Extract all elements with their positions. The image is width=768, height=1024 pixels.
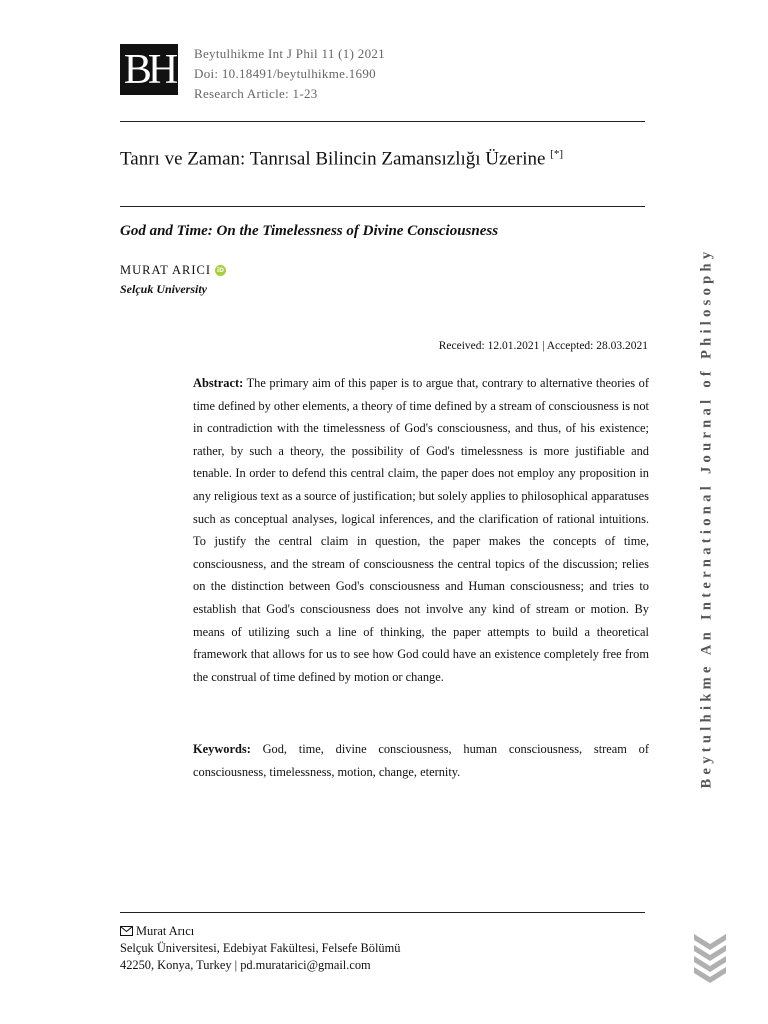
author-line — [120, 263, 226, 278]
divider-footer — [120, 912, 645, 913]
title-footnote-mark[interactable]: [*] — [550, 148, 563, 160]
article-type-line: Research Article: 1-23 — [194, 86, 318, 101]
english-title: God and Time: On the Timelessness of Divine Consciousness — [120, 223, 499, 239]
abstract-label: Abstract: — [193, 376, 244, 390]
correspondence-contact[interactable]: 42250, Konya, Turkey | pd.muratarici@gmail.com — [120, 958, 371, 972]
doi-line[interactable]: Doi: 10.18491/beytulhikme.1690 — [194, 66, 376, 81]
correspondence-address: Selçuk Üniversitesi, Edebiyat Fakültesi, Felsefe Bölümü — [120, 941, 401, 955]
chevrons-icon — [692, 930, 728, 984]
journal-logo: BH — [120, 44, 178, 95]
keywords — [193, 738, 649, 783]
author-affiliation: Selçuk University — [120, 282, 207, 296]
received-accepted-dates: Received: 12.01.2021 | Accepted: 28.03.2021 — [438, 340, 648, 352]
envelope-icon — [120, 926, 133, 936]
abstract — [193, 372, 649, 688]
correspondence-name: Murat Arıcı — [136, 924, 195, 938]
correspondence-footer — [120, 923, 400, 974]
article-meta — [194, 44, 385, 104]
keywords-label: Keywords: — [193, 742, 251, 756]
vertical-journal-name: Beytulhikme An International Journal of Philosophy — [698, 247, 715, 789]
keywords-text: God, time, divine consciousness, human consciousness, stream of consciousness, timelessness, motion, change, eternity. — [193, 742, 649, 779]
orcid-icon[interactable]: iD — [216, 267, 225, 274]
abstract-text: The primary aim of this paper is to argue that, contrary to alternative theories of time defined by other elements, a theory of time defined by a stream of consciousness is not in contradiction with the timelessness of God's consciousness, and thus, of his existence; rather, by such a theory, the possibility of God's timelessness is more justifiable and tenable. In order to defend this central claim, the paper does not employ any proposition in any religious text as a source of justification; but solely applies to philosophical apparatuses such as conceptual analyses, logical inferences, and the clarification of rational intuitions. To justify the central claim in question, the paper makes the concepts of time, consciousness, and the stream of consciousness the central topics of the discussion; relies on the distinction between God's consciousness and Human consciousness; and tries to establish that God's consciousness does not involve any kind of stream or motion. By means of utilizing such a line of thinking, the paper attempts to build a theoretical framework that allows for us to see how God could have an existence completely free from the construal of time defined by motion or change. — [193, 376, 650, 684]
turkish-title-text: Tanrı ve Zaman: Tanrısal Bilincin Zamansızlığı Üzerine — [120, 148, 546, 170]
author-name: MURAT ARICI — [120, 263, 211, 277]
divider-title — [120, 206, 645, 207]
divider-top — [120, 121, 645, 122]
correspondence-name-line — [120, 923, 400, 940]
journal-citation: Beytulhikme Int J Phil 11 (1) 2021 — [194, 46, 385, 61]
turkish-title — [120, 142, 640, 171]
